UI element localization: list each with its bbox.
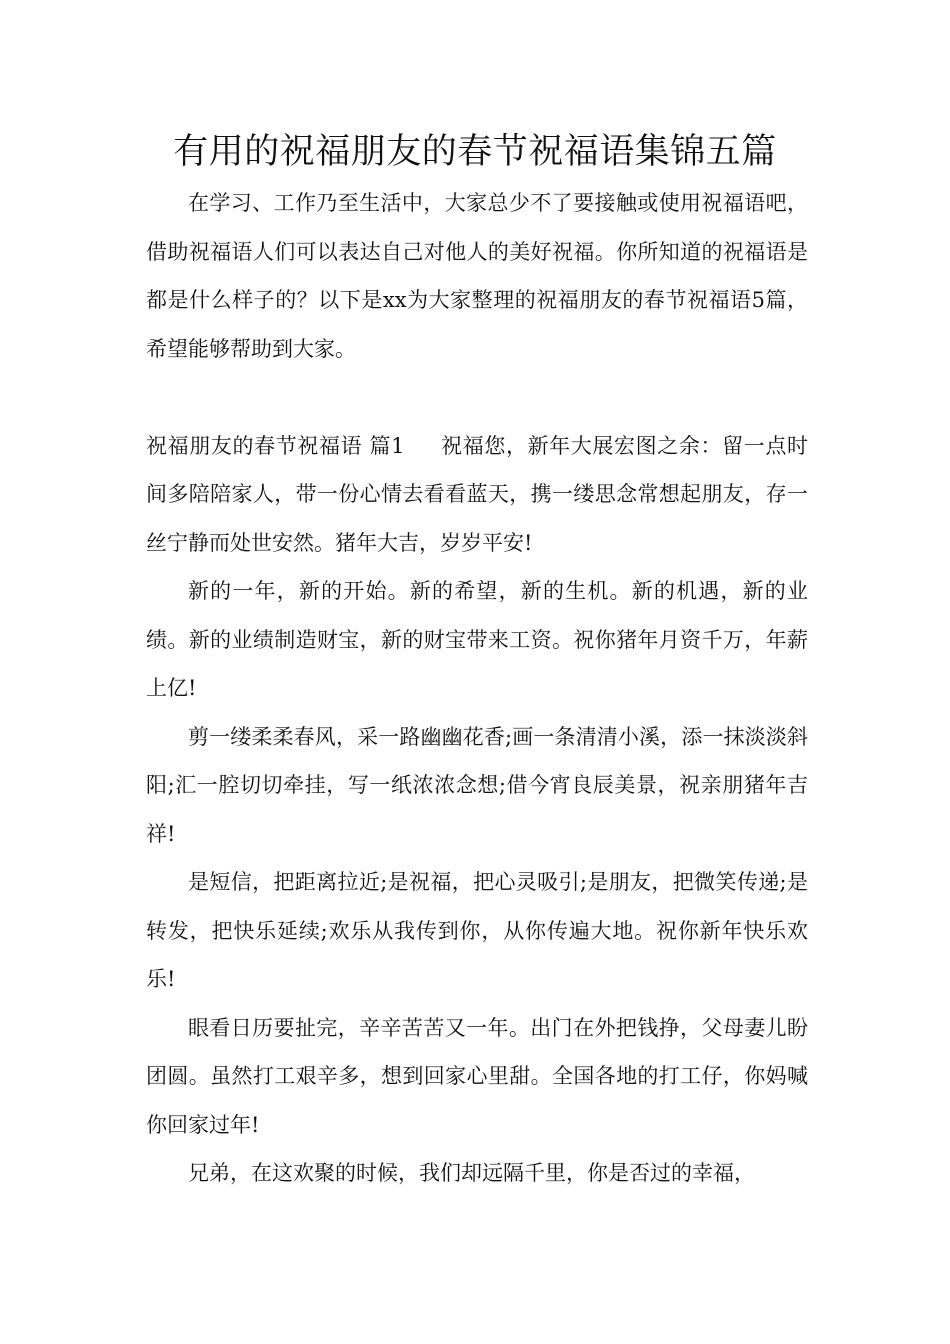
- body-paragraph-1: 新的一年，新的开始。新的希望，新的生机。新的机遇，新的业绩。新的业绩制造财宝，新的财宝带来工资。祝你猪年月资千万，年薪上亿!: [146, 579, 808, 700]
- document-body: [146, 179, 808, 1198]
- body-paragraph-4: 眼看日历要扯完，辛辛苦苦又一年。出门在外把钱挣，父母妻儿盼团圆。虽然打工艰辛多，想到回家心里甜。全国各地的打工仔，你妈喊你回家过年!: [146, 1015, 808, 1137]
- body-paragraph-5: 兄弟，在这欢聚的时候，我们却远隔千里，你是否过的幸福，: [188, 1161, 755, 1185]
- paragraph-gap: [146, 373, 808, 422]
- section-1-paragraph: [146, 422, 808, 568]
- body-paragraph-3: 是短信，把距离拉近;是祝福，把心灵吸引;是朋友，把微笑传递;是转发，把快乐延续;欢乐从我传到你，从你传遍大地。祝你新年快乐欢乐!: [146, 870, 808, 991]
- section-1-first-text: 祝福您，新年大展宏图之余：留一点时间多陪陪家人，带一份心情去看看蓝天，携一缕思念常想起朋友，存一丝宁静而处世安然。猪年大吉，岁岁平安!: [146, 433, 808, 555]
- document-title: 有用的祝福朋友的春节祝福语集锦五篇: [173, 132, 777, 172]
- intro-paragraph: 在学习、工作乃至生活中，大家总少不了要接触或使用祝福语吧，借助祝福语人们可以表达自己对他人的美好祝福。你所知道的祝福语是都是什么样子的？以下是xx为大家整理的祝福朋友的春节祝福语5篇，希望能够帮助到大家。: [146, 191, 808, 361]
- section-1-heading: 祝福朋友的春节祝福语 篇1: [146, 433, 405, 458]
- body-paragraph-2: 剪一缕柔柔春风，采一路幽幽花香;画一条清清小溪，添一抹淡淡斜阳;汇一腔切切牵挂，写一纸浓浓念想;借今宵良辰美景，祝亲朋猪年吉祥!: [146, 724, 808, 846]
